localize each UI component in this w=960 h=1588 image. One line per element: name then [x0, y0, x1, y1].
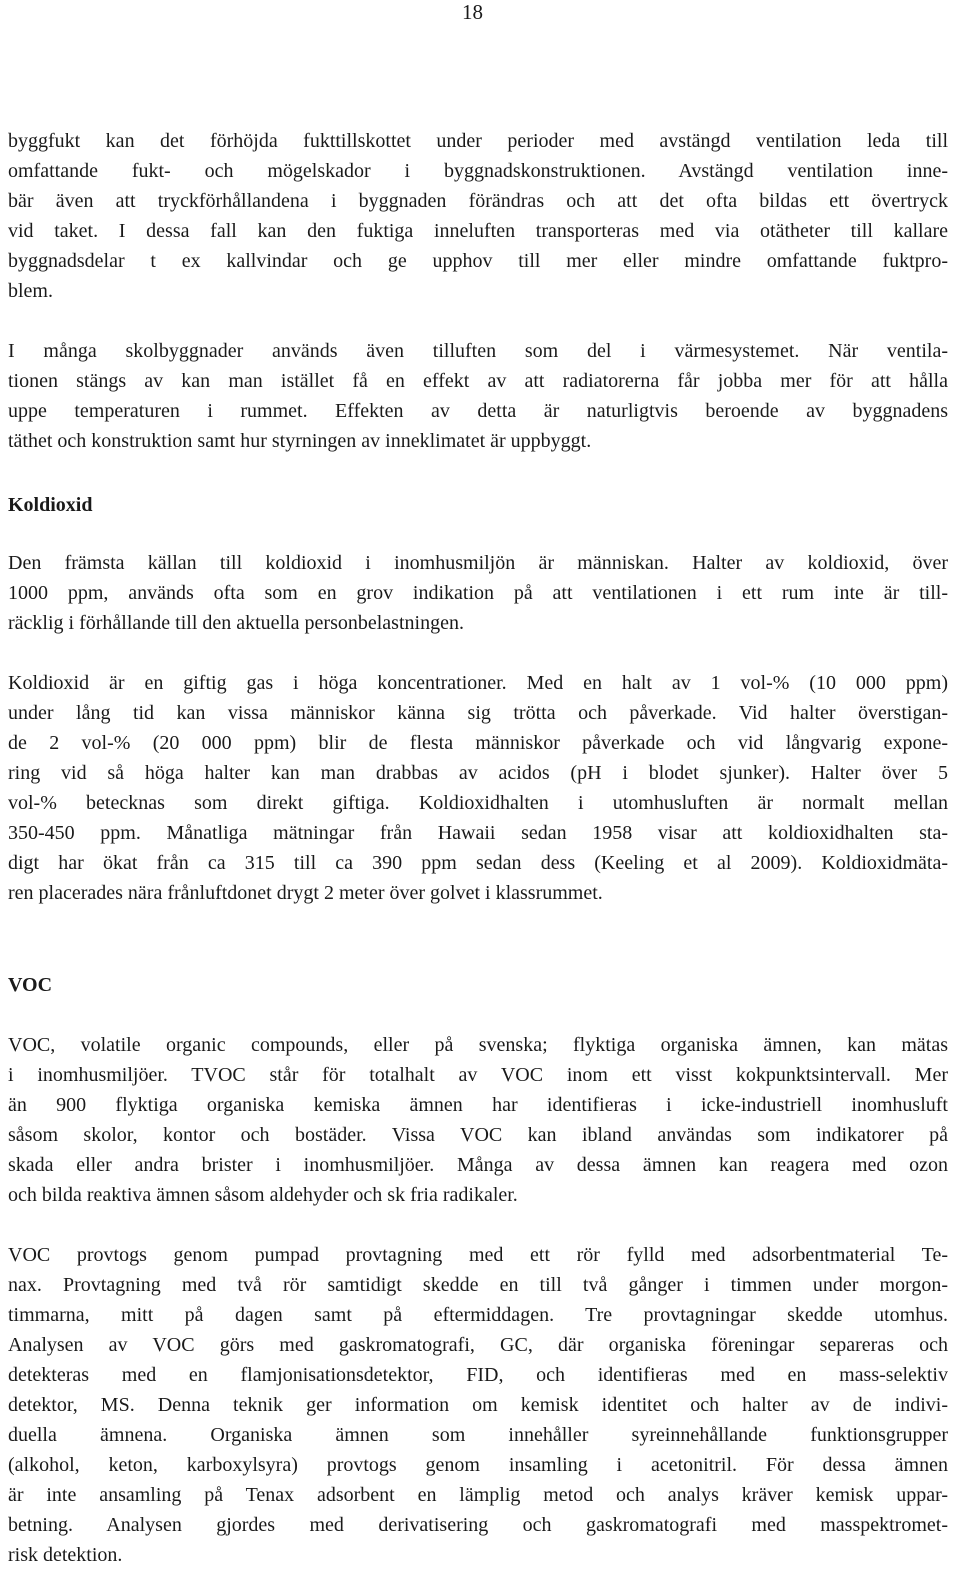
text-line: Koldioxid är en giftig gas i höga koncentrationer. Med en halt av 1 vol-% (10 000 ppm)	[8, 672, 948, 694]
text-line: ren placerades nära frånluftdonet drygt 2 meter över golvet i klassrummet.	[8, 882, 603, 904]
text-line: vol-% betecknas som direkt giftiga. Koldioxidhalten i utomhusluften är normalt mellan	[8, 792, 948, 814]
text-line: omfattande fukt- och mögelskador i byggnadskonstruktionen. Avstängd ventilation inne-	[8, 160, 948, 182]
text-line: och bilda reaktiva ämnen såsom aldehyder och sk fria radikaler.	[8, 1184, 518, 1206]
text-line: såsom skolor, kontor och bostäder. Vissa VOC kan ibland användas som indikatorer på	[8, 1124, 948, 1146]
text-line: ring vid så höga halter kan man drabbas av acidos (pH i blodet sjunker). Halter över 5	[8, 762, 948, 784]
text-line: 350-450 ppm. Månatliga mätningar från Hawaii sedan 1958 visar att koldioxidhalten sta-	[8, 822, 948, 844]
text-line: Analysen av VOC görs med gaskromatografi, GC, där organiska föreningar separeras och	[8, 1334, 948, 1356]
paragraph-tilluft	[8, 336, 948, 456]
text-line: Den främsta källan till koldioxid i inomhusmiljön är människan. Halter av koldioxid, över	[8, 552, 948, 574]
text-line: detektor, MS. Denna teknik ger information om kemisk identitet och halter av de indivi-	[8, 1394, 948, 1416]
text-line: uppe temperaturen i rummet. Effekten av detta är naturligtvis beroende av byggnadens	[8, 400, 948, 422]
text-line: räcklig i förhållande till den aktuella personbelastningen.	[8, 612, 464, 634]
paragraph-fukt	[8, 126, 948, 306]
paragraph-voc-intro	[8, 1030, 948, 1210]
text-line: vid taket. I dessa fall kan den fuktiga inneluften transporteras med via otätheter till kallare	[8, 220, 948, 242]
text-line: i inomhusmiljöer. TVOC står för totalhalt av VOC inom ett visst kokpunktsintervall. Mer	[8, 1064, 948, 1086]
text-line: täthet och konstruktion samt hur styrningen av inneklimatet är uppbyggt.	[8, 430, 592, 452]
text-line: risk detektion.	[8, 1544, 123, 1566]
paragraph-koldioxid-gift	[8, 668, 948, 908]
text-line: byggnadsdelar t ex kallvindar och ge upphov till mer eller mindre omfattande fuktpro-	[8, 250, 948, 272]
heading-koldioxid: Koldioxid	[8, 494, 93, 516]
text-line: nax. Provtagning med två rör samtidigt skedde en till två gånger i timmen under morgon-	[8, 1274, 948, 1296]
text-line: skada eller andra brister i inomhusmiljöer. Många av dessa ämnen kan reagera med ozon	[8, 1154, 948, 1176]
text-line: timmarna, mitt på dagen samt på eftermiddagen. Tre provtagningar skedde utomhus.	[8, 1304, 948, 1326]
text-line: detekteras med en flamjonisationsdetektor, FID, och identifieras med en mass-selektiv	[8, 1364, 948, 1386]
heading-voc: VOC	[8, 974, 53, 996]
text-line: 1000 ppm, används ofta som en grov indikation på att ventilationen i ett rum inte är till-	[8, 582, 948, 604]
text-line: tionen stängs av kan man istället få en effekt av att radiatorerna får jobba mer för att hålla	[8, 370, 948, 392]
text-line: digt har ökat från ca 315 till ca 390 ppm sedan dess (Keeling et al 2009). Koldioxidmäta-	[8, 852, 948, 874]
text-line: I många skolbyggnader används även tilluften som del i värmesystemet. När ventila-	[8, 340, 948, 362]
text-line: byggfukt kan det förhöjda fukttillskottet under perioder med avstängd ventilation leda till	[8, 130, 948, 152]
paragraph-koldioxid-kalla	[8, 548, 948, 638]
text-line: VOC provtogs genom pumpad provtagning med ett rör fylld med adsorbentmaterial Te-	[8, 1244, 948, 1266]
text-line: (alkohol, keton, karboxylsyra) provtogs genom insamling i acetonitril. För dessa ämnen	[8, 1454, 948, 1476]
text-line: bär även att tryckförhållandena i byggnaden förändras och att det ofta bildas ett övertryck	[8, 190, 948, 212]
text-line: duella ämnena. Organiska ämnen som innehåller syreinnehållande funktionsgrupper	[8, 1424, 948, 1446]
paragraph-voc-provtagning	[8, 1240, 948, 1570]
text-line: än 900 flyktiga organiska kemiska ämnen har identifieras i icke-industriell inomhusluft	[8, 1094, 948, 1116]
text-line: betning. Analysen gjordes med derivatisering och gaskromatografi med masspektromet-	[8, 1514, 948, 1536]
text-line: blem.	[8, 280, 53, 302]
text-line: under lång tid kan vissa människor känna sig trötta och påverkade. Vid halter överstigan-	[8, 702, 948, 724]
text-line: de 2 vol-% (20 000 ppm) blir de flesta människor påverkade och vid långvarig expone-	[8, 732, 948, 754]
text-line: VOC, volatile organic compounds, eller på svenska; flyktiga organiska ämnen, kan mätas	[8, 1034, 948, 1056]
text-line: är inte ansamling på Tenax adsorbent en lämplig metod och analys kräver kemisk uppar-	[8, 1484, 948, 1506]
page-number: 18	[462, 0, 483, 24]
